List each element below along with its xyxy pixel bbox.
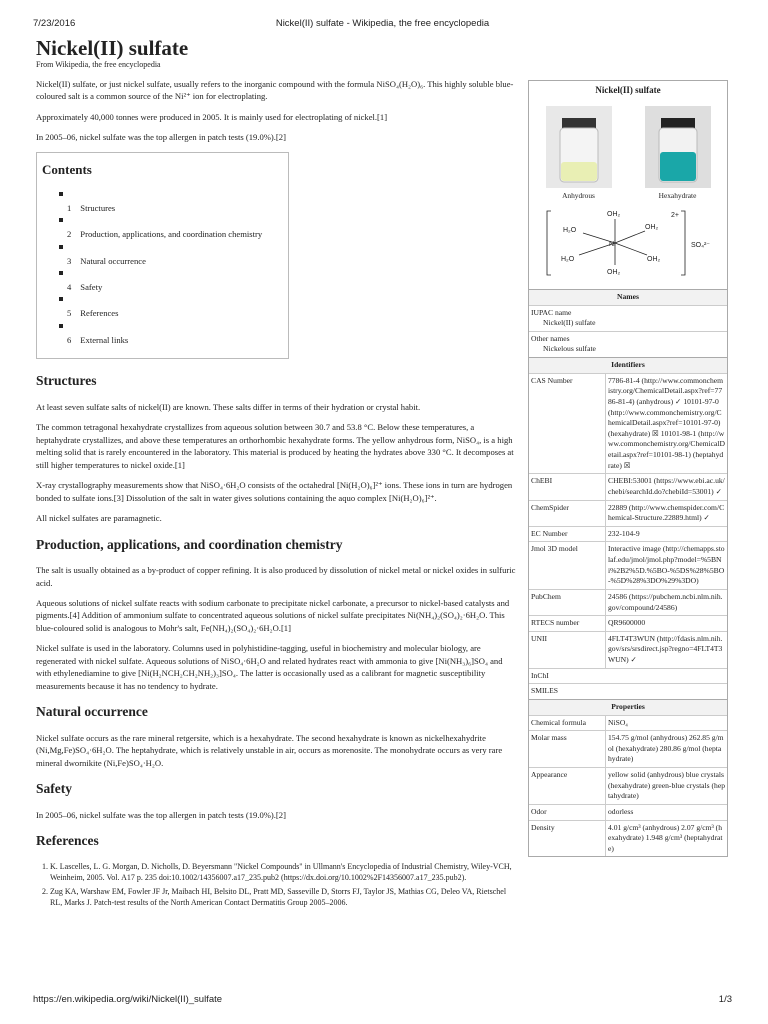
reference-item: 1. K. Lascelles, L. G. Morgan, D. Nicholls, D. Beyersmann "Nickel Compounds" in Ullmann's Encyclopedia of Industrial Chemistry, Wiley-VCH, Weinheim, 2005. Vol. A17 p. 235 doi:10.1002/14356007.a17_235.pub2 (https://dx.doi.org/10.1002%2F14356007.a17_235.pub2). [50,861,516,884]
anion-label: SO₄²⁻ [691,242,710,250]
anhydrous-image[interactable] [538,106,620,202]
identifier-row-unii: UNII 4FLT4T3WUN (http://fdasis.nlm.nih.gov/srs/srsdirect.jsp?regno=4FLT4T3WUN) ✓ [529,631,727,668]
toc-item-safety[interactable]: 4 Safety [67,282,103,293]
print-page-number: 1/3 [718,994,732,1005]
structures-paragraph-4: All nickel sulfates are paramagnetic. [36,513,162,524]
section-heading-structures: Structures [36,373,97,389]
ligand-label-upper-right: OH₂ [645,224,659,232]
infobox-caption: Nickel(II) sulfate [595,85,661,95]
property-row-density: Density 4.01 g/cm³ (anhydrous) 2.07 g/cm³ (hexahydrate) 1.948 g/cm³ (heptahydrate) [529,820,727,857]
safety-paragraph-1: In 2005–06, nickel sulfate was the top allergen in patch tests (19.0%).[2] [36,809,286,820]
intro-paragraph-3: In 2005–06, nickel sulfate was the top allergen in patch tests (19.0%).[2] [36,132,286,143]
properties-rows [529,715,727,857]
property-row-odor: Odor odorless [529,804,727,820]
toc-bullet [59,245,63,249]
ligand-label-lower-left: H₂O [561,256,575,264]
other-names-label: Other names [531,333,570,343]
structures-paragraph-1: At least seven sulfate salts of nickel(II) are known. These salts differ in terms of their hydration or crystal habit. [36,401,421,412]
ligand-label-upper-left: H₂O [563,227,577,235]
toc-bullet [59,271,63,275]
hexahydrate-label: Hexahydrate [658,190,697,200]
intro-paragraph-1: Nickel(II) sulfate, or just nickel sulfate, usually refers to the inorganic compound with the formula NiSO₄(H₂O)₆. This highly soluble blue-coloured salt is a common source of the Ni²⁺ ion for electroplating. [36,79,514,102]
page-title: Nickel(II) sulfate [36,36,189,60]
section-heading-production: Production, applications, and coordination chemistry [36,536,343,552]
charge-label: 2+ [671,212,679,220]
section-heading-safety: Safety [36,781,72,797]
print-url: https://en.wikipedia.org/wiki/Nickel(II)_sulfate [33,994,223,1005]
identifiers-rows [529,373,727,699]
toc-item-references[interactable]: 5 References [67,308,119,319]
nickel-center-label: Ni [609,241,616,249]
print-title: Nickel(II) sulfate - Wikipedia, the free encyclopedia [275,18,490,29]
section-heading-natural: Natural occurrence [36,704,148,720]
identifier-row-rtecs: RTECS number QR9600000 [529,615,727,631]
references-list [50,861,516,909]
toc-title: Contents [42,161,92,177]
natural-paragraph-1: Nickel sulfate occurs as the rare mineral retgersite, which is a hexahydrate. The second hexahydrate is known as nickelhexahydrite (Ni,Mg,Fe)SO₄·6H₂O. The heptahydrate, which is relatively unstable in air, occurs as morenosite. The monohydrate occurs as very rare mineral dwornikite (Ni,Fe)SO₄·H₂O. [36,732,503,768]
reference-item: 2. Zug KA, Warshaw EM, Fowler JF Jr, Maibach HI, Belsito DL, Pratt MD, Sasseville D, Storrs FJ, Taylor JS, Mathias CG, Deleo VA, Rietschel RL, Marks J. Patch-test results of the North American Contact Dermatitis Group 2005–2006. [50,886,516,909]
iupac-name-label: IUPAC name [531,307,572,317]
ligand-label-bottom: OH₂ [607,269,621,277]
infobox-section-names: Names [529,289,727,305]
toc-bullet [59,297,63,301]
anhydrous-label: Anhydrous [562,190,595,200]
article-body [36,78,516,911]
anhydrous-vial-icon [546,106,612,188]
inchi-row[interactable]: InChI [529,668,727,684]
toc-item-production[interactable]: 2 Production, applications, and coordination chemistry [67,229,263,240]
section-heading-references: References [36,833,99,849]
production-paragraph-3: Nickel sulfate is used in the laboratory. Columns used in polyhistidine-tagging, useful in biochemistry and molecular biology, are regenerated with nickel sulfate. Aqueous solutions of NiSO₄·6H₂O and related hydrates react with ammonia to give [Ni(NH₃)₆]SO₄ and with ethylenediamine to give [Ni(H₂NCH₂CH₂NH₂)₃]SO₄. The latter is occasionally used as a calibrant for magnetic susceptibility measurements because it has no tendency to hydrate. [36,643,503,691]
toc-bullet [59,218,63,222]
infobox-section-identifiers: Identifiers [529,357,727,373]
property-row-appearance: Appearance yellow solid (anhydrous) blue crystals (hexahydrate) green-blue crystals (heptahydrate) [529,767,727,804]
hexahydrate-image[interactable] [637,106,719,202]
toc-item-structures[interactable]: 1 Structures [67,202,116,213]
identifier-row-chemspider: ChemSpider 22889 (http://www.chemspider.com/Chemical-Structure.22889.html) ✓ [529,500,727,526]
identifier-row-pubchem: PubChem 24586 (https://pubchem.ncbi.nlm.nih.gov/compound/24586) [529,589,727,615]
intro-paragraph-2: Approximately 40,000 tonnes were produced in 2005. It is mainly used for electroplating of nickel.[1] [36,111,388,122]
property-row-formula: Chemical formula NiSO₄ [529,715,727,731]
iupac-name-value: Nickel(II) sulfate [543,318,596,328]
smiles-row[interactable]: SMILES [529,683,727,699]
toc-item-external-links[interactable]: 6 External links [67,334,129,345]
identifier-row-cas: CAS Number 7786-81-4 (http://www.commonchemistry.org/ChemicalDetail.aspx?ref=7786-81-4) (anhydrous) ✓ 10101-97-0 (http://www.commonchemistry.org/ChemicalDetail.aspx?ref=10101-97-0) (hexahydrate) ☒ 10101-98-1 (http://www.commonchemistry.org/ChemicalDetail.aspx?ref=10101-98-1) (heptahydrate) ☒ [529,373,727,474]
hexahydrate-vial-icon [645,106,711,188]
print-footer [33,994,732,1008]
structure-diagram [529,203,727,289]
iupac-name-block [529,305,727,331]
ligand-label-lower-right: OH₂ [647,256,661,264]
infobox [528,80,728,857]
table-of-contents [36,152,289,360]
toc-item-natural[interactable]: 3 Natural occurrence [67,255,146,266]
production-paragraph-1: The salt is usually obtained as a by-product of copper refining. It is also produced by dissolution of nickel metal or nickel oxides in sulfuric acid. [36,565,516,588]
identifier-row-chebi: ChEBI CHEBI:53001 (https://www.ebi.ac.uk/chebi/searchId.do?chebiId=53001) ✓ [529,473,727,499]
property-row-molar-mass: Molar mass 154.75 g/mol (anhydrous) 262.85 g/mol (hexahydrate) 280.86 g/mol (heptahydrate) [529,730,727,767]
infobox-images [529,102,727,204]
ligand-label-top: OH₂ [607,211,621,219]
infobox-section-properties: Properties [529,699,727,715]
print-date: 7/23/2016 [33,18,76,29]
other-names-block [529,331,727,357]
toc-bullet [59,192,63,196]
identifier-row-ec: EC Number 232-104-9 [529,526,727,542]
octahedral-complex-icon [543,205,713,281]
structures-paragraph-2: The common tetragonal hexahydrate crystallizes from aqueous solution between 30.7 and 53.8 °C. Below these temperatures, a heptahydrate crystallizes, and above these temperatures an orthorhombic hexahydrate forms. The yellow anhydrous form, NiSO₄, is a high melting solid that is rarely encountered in the laboratory. This material is produced by heating the hydrates above 330 °C. It decomposes at still higher temperatures to nickel oxide.[1] [36,422,514,470]
production-paragraph-2: Aqueous solutions of nickel sulfate reacts with sodium carbonate to precipitate nickel carbonate, a precursor to nickel-based catalysts and pigments.[4] Addition of ammonium sulfate to concentrated aqueous solutions of nickel sulfate precipitates Ni(NH₄)₂(SO₄)₂·6H₂O. This blue-coloured solid is analogous to Mohr's salt, Fe(NH₄)₂(SO₄)₂·6H₂O.[1] [36,598,510,633]
page-subtitle: From Wikipedia, the free encyclopedia [36,60,161,69]
print-header [33,18,732,32]
toc-bullet [59,324,63,328]
identifier-row-jmol: Jmol 3D model Interactive image (http://chemapps.stolaf.edu/jmol/jmol.php?model=%5BNi%2B2%5D.%5BO-%5DS%28%5BO-%5D%28%3DO%29%3DO) [529,541,727,589]
other-names-value: Nickelous sulfate [543,344,596,354]
structures-paragraph-3: X-ray crystallography measurements show that NiSO₄·6H₂O consists of the octahedral [Ni(H₂O)₆]²⁺ ions. These ions in turn are hydrogen bonded to sulfate ions.[3] Dissolution of the salt in water gives solutions containing the aquo complex [Ni(H₂O)₆]²⁺. [36,480,513,503]
